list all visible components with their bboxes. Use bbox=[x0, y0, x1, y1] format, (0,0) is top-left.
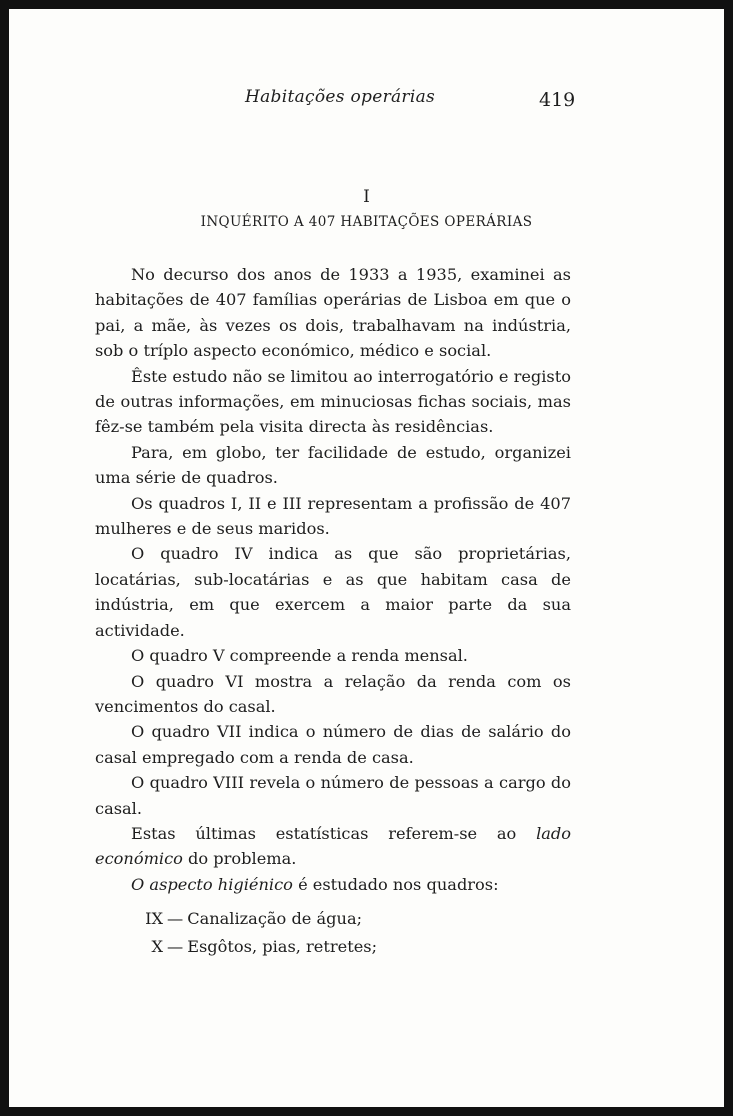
list-text: Esgôtos, pias, retretes; bbox=[187, 937, 378, 956]
list-item bbox=[143, 933, 377, 961]
text-segment: Estas últimas estatísticas referem-se ao bbox=[131, 823, 537, 843]
paragraph: O quadro VII indica o número de dias de salário do casal empregado com a renda de casa. bbox=[95, 722, 571, 767]
emphasis-text: O aspecto higiénico bbox=[131, 874, 293, 894]
page-number: 419 bbox=[539, 89, 576, 111]
paragraph: Os quadros I, II e III representam a profissão de 407 mulheres e de seus maridos. bbox=[95, 493, 571, 539]
paragraph: O quadro VIII revela o número de pessoas a cargo do casal. bbox=[95, 773, 571, 818]
list-numeral: IX bbox=[145, 909, 163, 928]
body-text bbox=[95, 262, 571, 897]
section-title: INQUÉRITO A 407 HABITAÇÕES OPERÁRIAS bbox=[200, 214, 533, 230]
section-number: I bbox=[363, 187, 370, 207]
paragraph: O quadro IV indica as que são proprietárias, locatárias, sub-locatárias e as que habitam casa de indústria, em que exercem a maior parte da sua actividade. bbox=[95, 544, 571, 640]
running-head: Habitações operárias bbox=[245, 87, 436, 107]
paragraph: O quadro VI mostra a relação da renda com os vencimentos do casal. bbox=[95, 671, 571, 716]
paragraph: Êste estudo não se limitou ao interrogatório e registo de outras informações, em minuciosas fichas sociais, mas fêz-se também pela visita directa às residências. bbox=[95, 366, 571, 437]
paragraph-hygienic bbox=[95, 872, 571, 897]
list-dash: — bbox=[167, 937, 184, 956]
list-text: Canalização de água; bbox=[187, 909, 363, 928]
paragraph: No decurso dos anos de 1933 a 1935, examinei as habitações de 407 famílias operárias de Lisboa em que o pai, a mãe, às vezes os dois, trabalhavam na indústria, sob o tríplo aspecto económico, médico e social. bbox=[95, 265, 571, 361]
list-numeral: X bbox=[151, 937, 163, 956]
text-segment: do problema. bbox=[182, 849, 297, 869]
paragraph: O quadro V compreende a renda mensal. bbox=[131, 646, 468, 666]
list-dash: — bbox=[167, 909, 184, 928]
list-item bbox=[143, 905, 377, 933]
emphasis-text: lado económico bbox=[95, 823, 571, 869]
paragraph: Para, em globo, ter facilidade de estudo, organizei uma série de quadros. bbox=[95, 442, 571, 488]
text-segment: é estudado nos quadros: bbox=[292, 874, 499, 894]
paragraph-economic bbox=[95, 821, 571, 872]
quadros-list bbox=[143, 905, 377, 961]
